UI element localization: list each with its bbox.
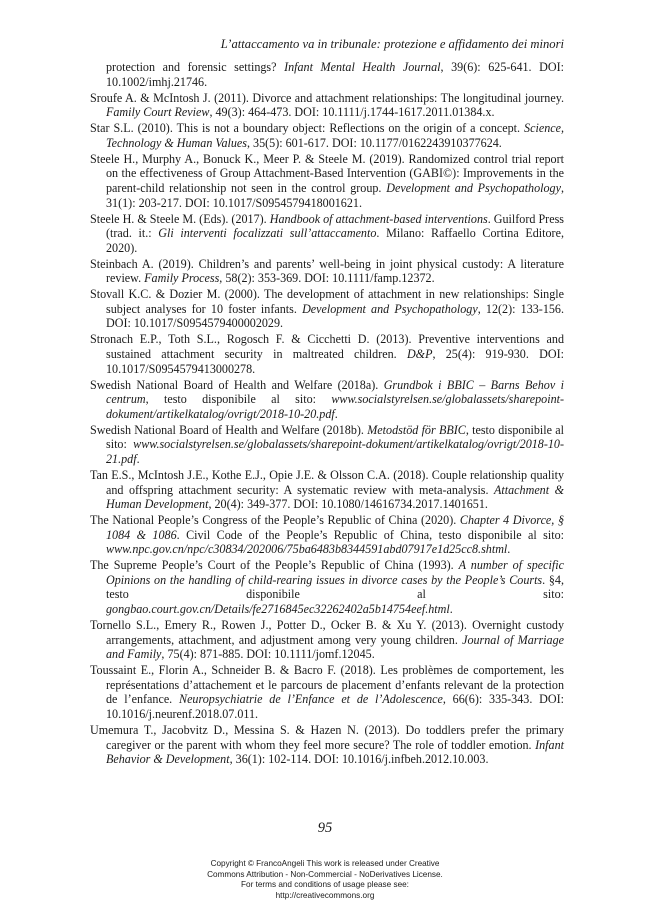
reference-text: , 39(6): 625-641. DOI: 10.1002/imhj.21746. <box>106 60 564 89</box>
reference-text: , 58(2): 353-369. DOI: 10.1111/famp.12372. <box>219 271 435 286</box>
reference-text: . Guilford Press (trad. it.: <box>106 211 564 241</box>
reference-italic-text: D&P <box>406 347 433 362</box>
reference-text: The National People’s Congress of the People’s Republic of China (2020). <box>90 513 460 528</box>
reference-text: Stovall K.C. & Dozier M. (2000). The development of attachment in new relationships: Single subject analyses for 10 foster infants. <box>90 287 564 316</box>
reference-italic-text: Development and Psychopathology <box>302 301 478 316</box>
reference-text: . Civil Code of the People’s Republic of China, testo disponibile al sito: <box>176 527 564 542</box>
reference-text: . <box>334 406 338 421</box>
reference-text: , 49(3): 464-473. DOI: 10.1111/j.1744-1617.2011.01384.x. <box>209 105 495 120</box>
reference-text: Toussaint E., Florin A., Schneider B. & Bacro F. (2018). Les problèmes de comportement, les représentations d’attachement et le parcours de placement d’enfants relevant de la protection de l’enfance. <box>90 663 564 707</box>
reference-text: . §4, testo disponibile al sito: <box>106 572 564 602</box>
reference-text: , 25(4): 919-930. DOI: 10.1017/S0954579413000278. <box>106 347 564 376</box>
reference-italic-text: Neuropsychiatrie de l’Enfance et de l’Adolescence <box>179 692 443 707</box>
reference-text: Tan E.S., McIntosh J.E., Kothe E.J., Opie J.E. & Olsson C.A. (2018). Couple relationship quality and offspring attachment security: A systematic review with meta-analysis. <box>90 467 564 497</box>
reference-entry <box>90 723 564 767</box>
reference-italic-text: Journal of Marriage and Family <box>106 632 564 662</box>
reference-text: , 12(2): 133-156. DOI: 10.1017/S0954579400002029. <box>106 301 564 331</box>
reference-italic-text: Infant Mental Health Journal <box>284 60 441 74</box>
reference-italic-text: gongbao.court.gov.cn/Details/fe2716845ec32262402a5b14754eef.html <box>106 602 450 617</box>
reference-italic-text: Family Process <box>144 271 220 286</box>
reference-entry <box>90 423 564 467</box>
reference-text: Stronach E.P., Toth S.L., Rogosch F. & Cicchetti D. (2013). Preventive interventions and sustained attachment security in maltreated children. <box>90 332 564 362</box>
license-link[interactable]: http://creativecommons.org <box>275 890 375 900</box>
reference-text: Umemura T., Jacobvitz D., Messina S. & Hazen N. (2013). Do toddlers prefer the primary caregiver or the parent with whom they feel more secure? The role of toddler emotion. <box>90 722 564 752</box>
reference-italic-text: www.socialstyrelsen.se/globalassets/sharepoint-dokument/artikelkatalog/ovrigt/2018-10-21.pdf <box>106 437 564 466</box>
reference-text: Steinbach A. (2019). Children’s and parents’ well-being in joint physical custody: A literature review. <box>90 256 564 286</box>
reference-entry <box>90 663 564 721</box>
reference-text: Tornello S.L., Emery R., Rowen J., Potter D., Ocker B. & Xu Y. (2013). Overnight custody arrangements, attachment, and adjustment among very young children. <box>90 618 564 647</box>
reference-entry <box>90 60 564 89</box>
reference-text: , 75(4): 871-885. DOI: 10.1111/jomf.12045. <box>161 647 375 662</box>
reference-text: Steele H. & Steele M. (Eds). (2017). <box>90 211 270 226</box>
reference-text: . <box>507 542 511 557</box>
reference-text: . <box>449 602 453 617</box>
reference-list <box>90 60 564 768</box>
reference-entry <box>90 558 564 616</box>
reference-text: Steele H., Murphy A., Bonuck K., Meer P. & Steele M. (2019). Randomized control trial report on the effectiveness of Group Attachment-Based Intervention (GABI©): Improvements in the parent-child relationship not seen in the control group. <box>90 151 564 195</box>
license-line: Commons Attribution - Non-Commercial - NoDerivatives License. <box>207 869 443 879</box>
reference-text: , 35(5): 601-617. DOI: 10.1177/0162243910377624. <box>246 135 502 150</box>
reference-text: , 20(4): 349-377. DOI: 10.1080/14616734.2017.1401651. <box>208 497 488 512</box>
reference-italic-text: Family Court Review <box>106 105 210 120</box>
reference-italic-text: A number of specific Opinions on the handling of child-rearing issues in divorce cases by the People’s Courts <box>106 558 564 587</box>
reference-italic-text: Gli interventi focalizzati sull’attaccamento <box>158 226 377 241</box>
reference-text: . Milano: Raffaello Cortina Editore, 2020). <box>106 226 564 255</box>
reference-entry <box>90 618 564 662</box>
reference-entry <box>90 212 564 256</box>
reference-entry <box>90 378 564 422</box>
reference-text: , 36(1): 102-114. DOI: 10.1016/j.infbeh.2012.10.003. <box>229 752 489 767</box>
reference-entry <box>90 287 564 331</box>
license-notice <box>0 859 650 901</box>
reference-entry <box>90 468 564 512</box>
reference-text: , testo disponibile al sito: <box>106 422 564 452</box>
reference-italic-text: www.npc.gov.cn/npc/c30834/202006/75ba6483b8344591abd07917e1d25cc8.shtml <box>106 542 508 557</box>
reference-italic-text: Science, Technology & Human Values <box>106 121 564 150</box>
reference-entry <box>90 91 564 120</box>
running-header: L’attaccamento va in tribunale: protezione e affidamento dei minori <box>220 37 564 51</box>
reference-italic-text: www.socialstyrelsen.se/globalassets/sharepoint-dokument/artikelkatalog/ovrigt/2018-10-20.pdf <box>106 392 564 421</box>
reference-text: , testo disponibile al sito: <box>145 392 332 407</box>
reference-italic-text: Handbook of attachment-based interventions <box>269 211 488 226</box>
reference-italic-text: Attachment & Human Development <box>106 482 564 512</box>
license-line: For terms and conditions of usage please see: <box>241 880 409 890</box>
reference-entry <box>90 257 564 286</box>
reference-text: . <box>136 451 140 466</box>
page-number: 95 <box>317 820 333 836</box>
reference-italic-text: Chapter 4 Divorce, § 1084 & 1086 <box>106 513 564 542</box>
reference-text: , 66(6): 335-343. DOI: 10.1016/j.neurenf.2018.07.011. <box>106 692 564 721</box>
reference-entry <box>90 332 564 376</box>
reference-text: , 31(1): 203-217. DOI: 10.1017/S0954579418001621. <box>106 180 564 210</box>
reference-italic-text: Grundbok i BBIC – Barns Behov i centrum <box>106 377 564 407</box>
reference-italic-text: Metodstöd för BBIC <box>367 422 466 437</box>
reference-text: protection and forensic settings? <box>106 60 285 74</box>
reference-italic-text: Infant Behavior & Development <box>106 737 564 767</box>
reference-text: The Supreme People’s Court of the People’s Republic of China (1993). <box>90 558 459 573</box>
reference-entry <box>90 513 564 557</box>
reference-italic-text: Development and Psychopathology <box>386 180 561 195</box>
reference-text: Swedish National Board of Health and Welfare (2018b). <box>90 422 368 437</box>
reference-text: Star S.L. (2010). This is not a boundary object: Reflections on the origin of a concept. <box>90 121 525 136</box>
license-line: Copyright © FrancoAngeli This work is released under Creative <box>210 859 440 868</box>
reference-entry <box>90 121 564 150</box>
reference-text: Swedish National Board of Health and Welfare (2018a). <box>90 377 384 392</box>
reference-text: Sroufe A. & McIntosh J. (2011). Divorce and attachment relationships: The longitudinal journey. <box>90 90 564 105</box>
reference-entry <box>90 152 564 210</box>
